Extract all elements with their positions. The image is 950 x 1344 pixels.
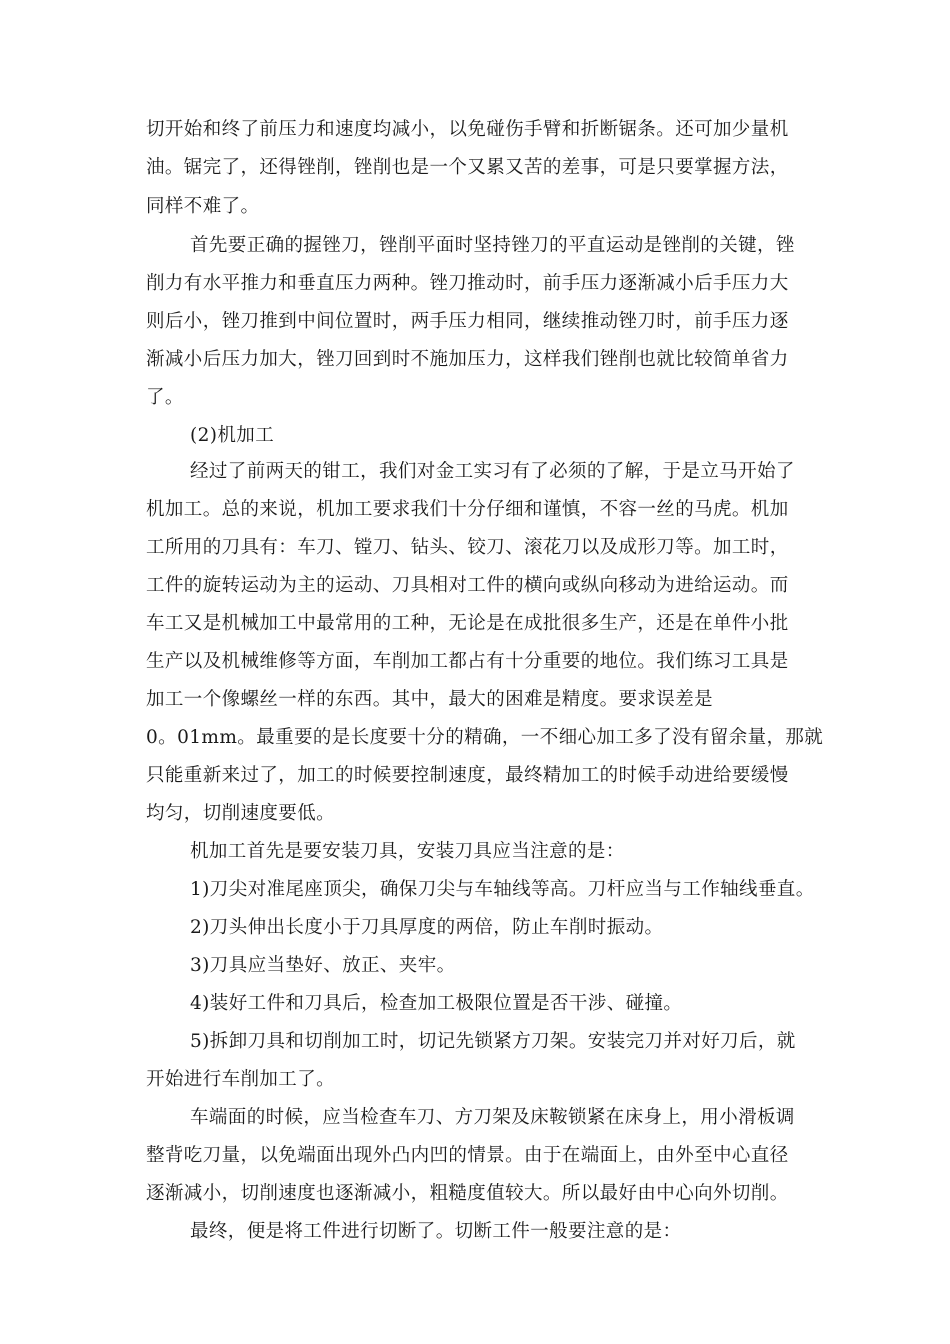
text-line: 加工一个像螺丝一样的东西。其中，最大的困难是精度。要求误差是 [146,689,714,710]
text-line: 逐渐减小，切削速度也逐渐减小，粗糙度值较大。所以最好由中心向外切削。 [146,1183,789,1204]
list-item: 1)刀尖对准尾座顶尖，确保刀尖与车轴线等高。刀杆应当与工作轴线垂直。 [190,879,815,900]
text-line: 削力有水平推力和垂直压力两种。锉刀推动时，前手压力逐渐减小后手压力大 [146,273,789,294]
text-line: 均匀，切削速度要低。 [146,803,336,824]
section-heading: (2)机加工 [190,425,275,446]
text-line: 车端面的时候，应当检查车刀、方刀架及床鞍锁紧在床身上，用小滑板调 [190,1107,795,1128]
list-item: 4)装好工件和刀具后，检查加工极限位置是否干涉、碰撞。 [190,993,683,1014]
text-line: 渐减小后压力加大，锉刀回到时不施加压力，这样我们锉削也就比较简单省力 [146,349,789,370]
text-line: 开始进行车削加工了。 [146,1069,336,1090]
text-line: 了。 [146,387,184,408]
list-item: 3)刀具应当垫好、放正、夹牢。 [190,955,456,976]
text-line: 机加工。总的来说，机加工要求我们十分仔细和谨慎，不容一丝的马虎。机加 [146,499,789,520]
text-line: 只能重新来过了，加工的时候要控制速度，最终精加工的时候手动进给要缓慢 [146,765,789,786]
text-line: 同样不难了。 [146,196,260,217]
text-line: 0。01mm。最重要的是长度要十分的精确，一不细心加工多了没有留余量，那就 [146,727,824,748]
text-line: 切开始和终了前压力和速度均减小，以免碰伤手臂和折断锯条。还可加少量机 [146,119,789,140]
text-line: 工所用的刀具有：车刀、镗刀、钻头、铰刀、滚花刀以及成形刀等。加工时， [146,537,789,558]
text-line: 机加工首先是要安装刀具，安装刀具应当注意的是： [190,841,625,862]
list-item: 2)刀头伸出长度小于刀具厚度的两倍，防止车削时振动。 [190,917,664,938]
text-line: 生产以及机械维修等方面，车削加工都占有十分重要的地位。我们练习工具是 [146,651,789,672]
list-item: 5)拆卸刀具和切削加工时，切记先锁紧方刀架。安装完刀并对好刀后，就 [190,1031,796,1052]
text-line: 整背吃刀量，以免端面出现外凸内凹的情景。由于在端面上，由外至中心直径 [146,1145,789,1166]
text-line: 油。锯完了，还得锉削，锉削也是一个又累又苦的差事，可是只要掌握方法， [146,157,789,178]
text-line: 最终，便是将工件进行切断了。切断工件一般要注意的是： [190,1221,682,1242]
text-line: 首先要正确的握锉刀，锉削平面时坚持锉刀的平直运动是锉削的关键，锉 [190,235,795,256]
text-line: 工件的旋转运动为主的运动、刀具相对工件的横向或纵向移动为进给运动。而 [146,575,789,596]
text-line: 经过了前两天的钳工，我们对金工实习有了必须的了解，于是立马开始了 [190,461,795,482]
text-line: 车工又是机械加工中最常用的工种，无论是在成批很多生产，还是在单件小批 [146,613,789,634]
text-line: 则后小，锉刀推到中间位置时，两手压力相同，继续推动锉刀时，前手压力逐 [146,311,789,332]
